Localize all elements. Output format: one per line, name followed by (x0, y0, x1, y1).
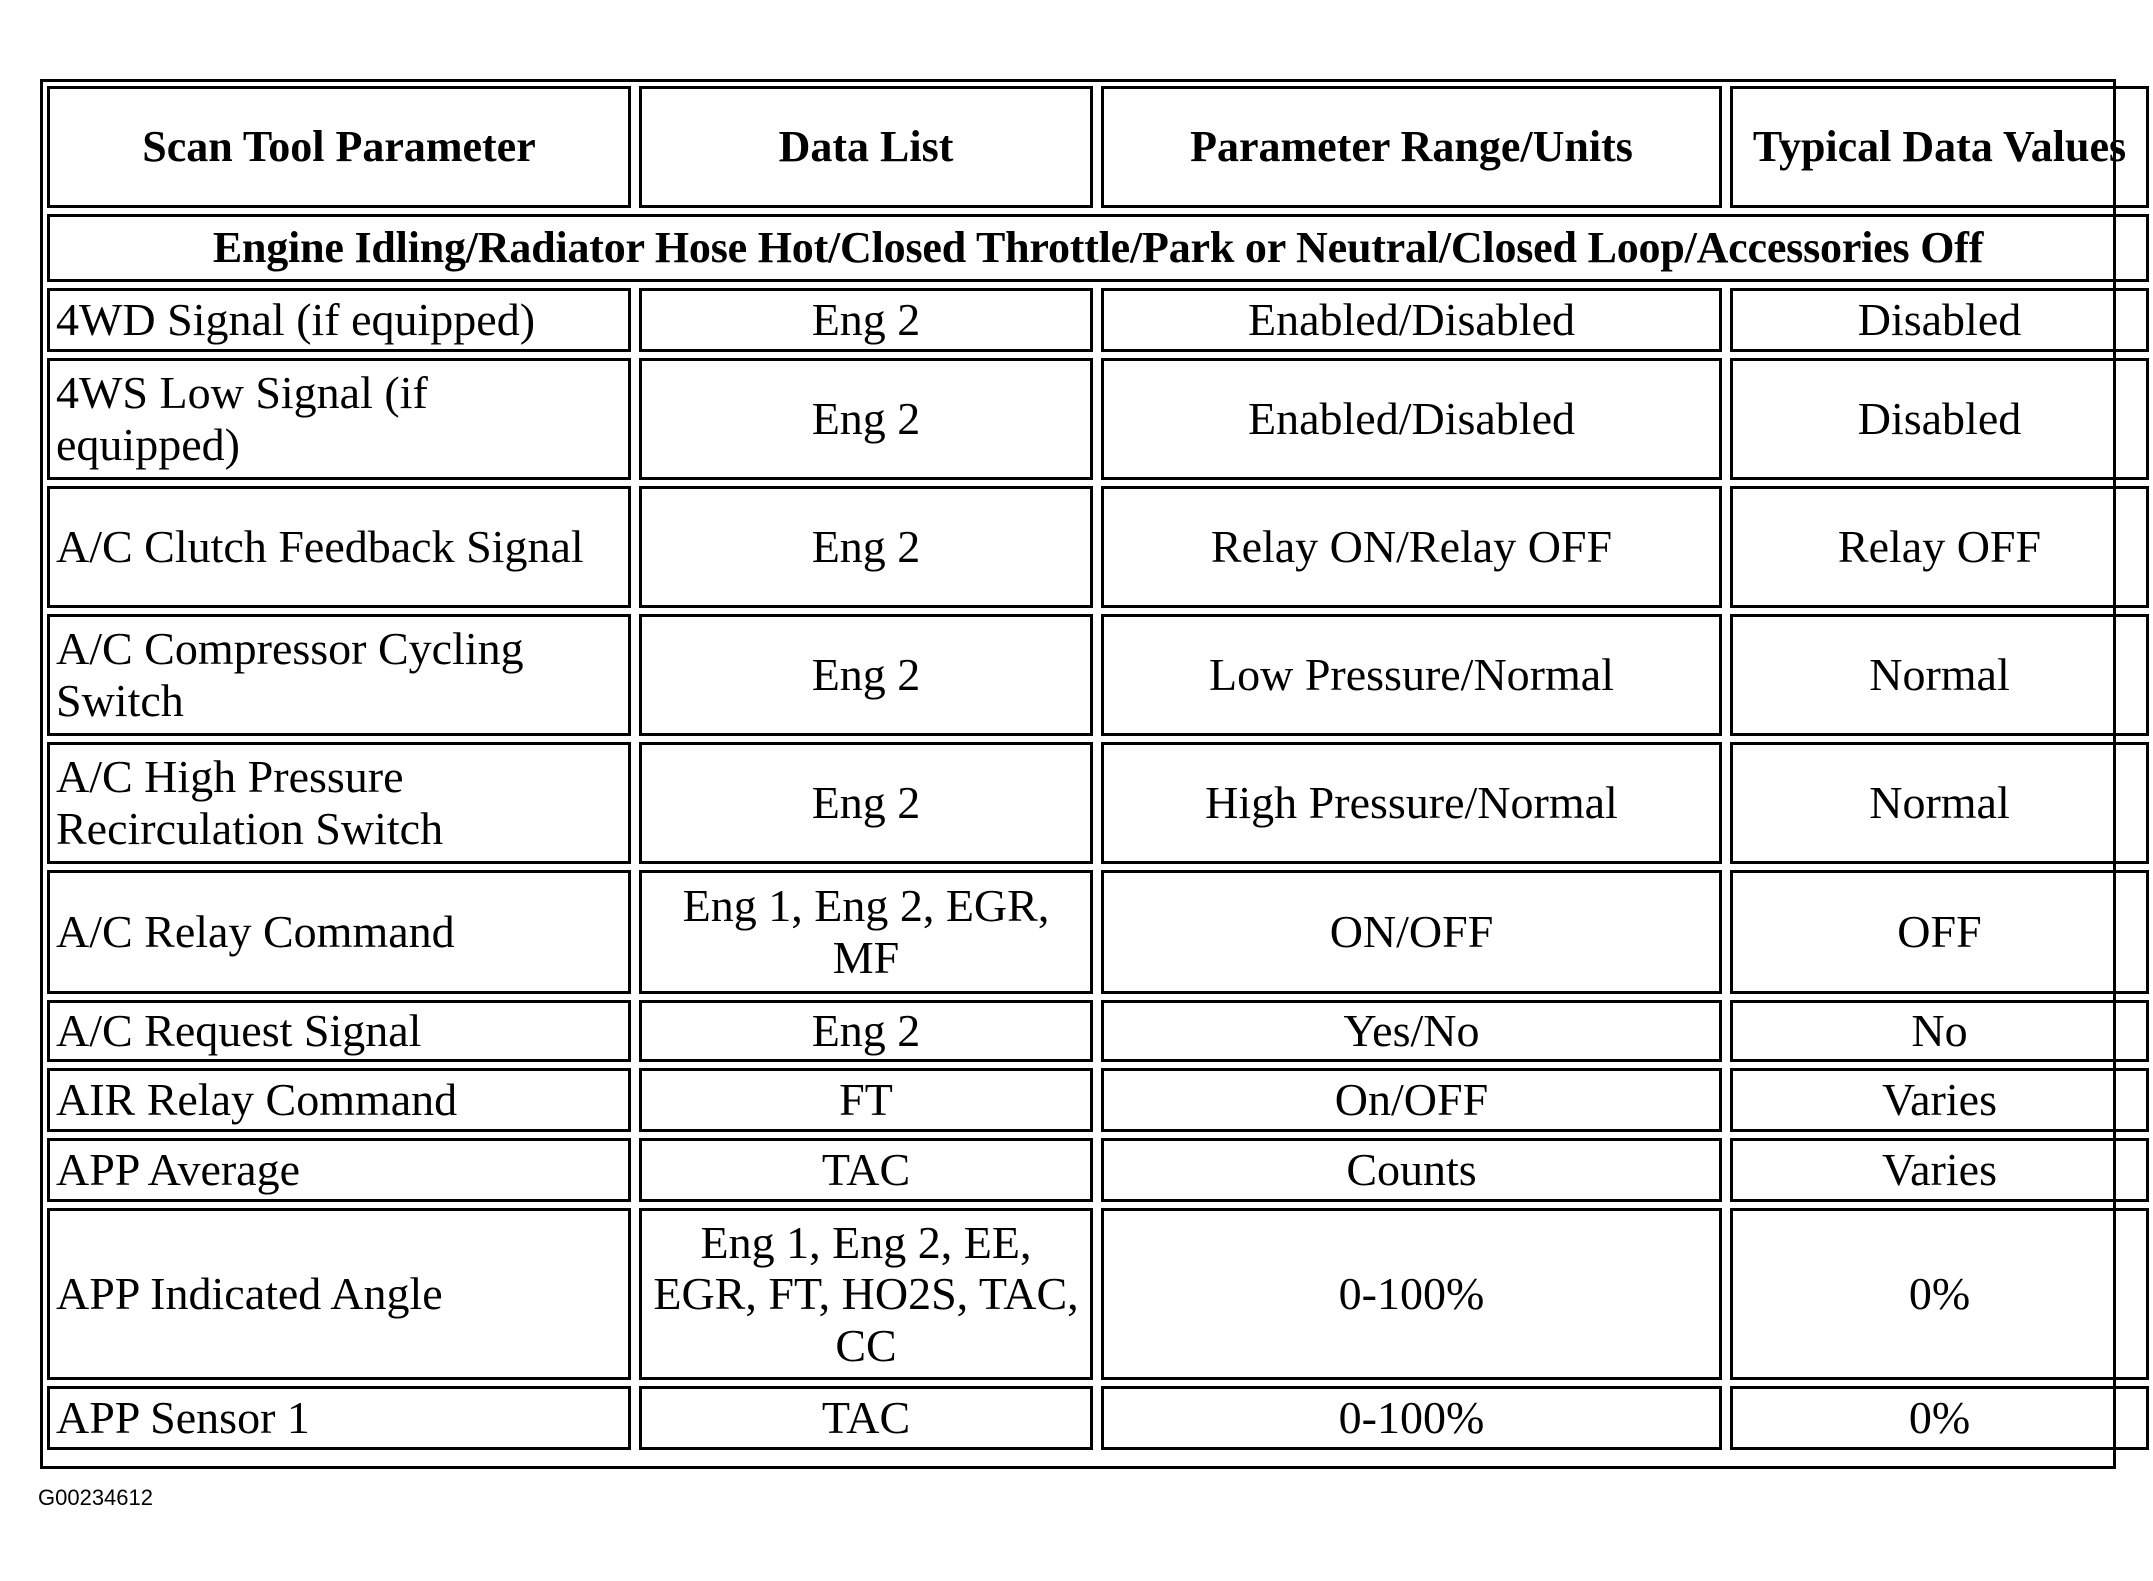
cell-data-list: Eng 2 (639, 358, 1093, 480)
cell-typical-value: Relay OFF (1730, 486, 2149, 608)
table-row (47, 742, 2149, 864)
cell-typical-value: 0% (1730, 1386, 2149, 1450)
cell-parameter: A/C Relay Command (47, 870, 631, 994)
scan-tool-table-frame (40, 79, 2127, 1469)
cell-typical-value: OFF (1730, 870, 2149, 994)
cell-typical-value: Normal (1730, 614, 2149, 736)
cell-typical-value: No (1730, 1000, 2149, 1062)
section-title: Engine Idling/Radiator Hose Hot/Closed Throttle/Park or Neutral/Closed Loop/Accessories Off (47, 214, 2149, 282)
table-row (47, 1138, 2149, 1202)
cell-data-list: Eng 2 (639, 614, 1093, 736)
scan-tool-data-table (39, 80, 2153, 1456)
header-data-list: Data List (639, 86, 1093, 208)
cell-range: Yes/No (1101, 1000, 1722, 1062)
cell-parameter: 4WS Low Signal (if equipped) (47, 358, 631, 480)
cell-data-list: TAC (639, 1386, 1093, 1450)
table-row (47, 486, 2149, 608)
cell-range: High Pressure/Normal (1101, 742, 1722, 864)
cell-typical-value: Normal (1730, 742, 2149, 864)
cell-range: Relay ON/Relay OFF (1101, 486, 1722, 608)
header-row (47, 86, 2149, 208)
cell-parameter: APP Sensor 1 (47, 1386, 631, 1450)
cell-parameter: 4WD Signal (if equipped) (47, 288, 631, 352)
table-row (47, 614, 2149, 736)
cell-range: ON/OFF (1101, 870, 1722, 994)
cell-typical-value: Disabled (1730, 358, 2149, 480)
table-row (47, 1068, 2149, 1132)
cell-typical-value: 0% (1730, 1208, 2149, 1380)
table-row (47, 1208, 2149, 1380)
header-parameter-range-units: Parameter Range/Units (1101, 86, 1722, 208)
cell-parameter: A/C High Pressure Recirculation Switch (47, 742, 631, 864)
table-row (47, 358, 2149, 480)
cell-data-list: Eng 1, Eng 2, EGR, MF (639, 870, 1093, 994)
cell-range: Low Pressure/Normal (1101, 614, 1722, 736)
cell-range: Enabled/Disabled (1101, 358, 1722, 480)
cell-parameter: A/C Clutch Feedback Signal (47, 486, 631, 608)
cell-range: 0-100% (1101, 1386, 1722, 1450)
cell-data-list: Eng 1, Eng 2, EE, EGR, FT, HO2S, TAC, CC (639, 1208, 1093, 1380)
cell-typical-value: Varies (1730, 1138, 2149, 1202)
header-typical-data-values: Typical Data Values (1730, 86, 2149, 208)
section-row (47, 214, 2149, 282)
cell-range: 0-100% (1101, 1208, 1722, 1380)
figure-id: G00234612 (38, 1485, 153, 1510)
cell-data-list: FT (639, 1068, 1093, 1132)
cell-range: On/OFF (1101, 1068, 1722, 1132)
cell-parameter: APP Average (47, 1138, 631, 1202)
cell-typical-value: Disabled (1730, 288, 2149, 352)
cell-data-list: Eng 2 (639, 486, 1093, 608)
cell-range: Enabled/Disabled (1101, 288, 1722, 352)
table-row (47, 870, 2149, 994)
cell-data-list: Eng 2 (639, 288, 1093, 352)
cell-parameter: A/C Request Signal (47, 1000, 631, 1062)
cell-data-list: Eng 2 (639, 1000, 1093, 1062)
table-row (47, 1386, 2149, 1450)
cell-data-list: Eng 2 (639, 742, 1093, 864)
header-scan-tool-parameter: Scan Tool Parameter (47, 86, 631, 208)
table-row (47, 288, 2149, 352)
cell-typical-value: Varies (1730, 1068, 2149, 1132)
table-row (47, 1000, 2149, 1062)
cell-parameter: A/C Compressor Cycling Switch (47, 614, 631, 736)
cell-parameter: APP Indicated Angle (47, 1208, 631, 1380)
cell-range: Counts (1101, 1138, 1722, 1202)
cell-data-list: TAC (639, 1138, 1093, 1202)
cell-parameter: AIR Relay Command (47, 1068, 631, 1132)
